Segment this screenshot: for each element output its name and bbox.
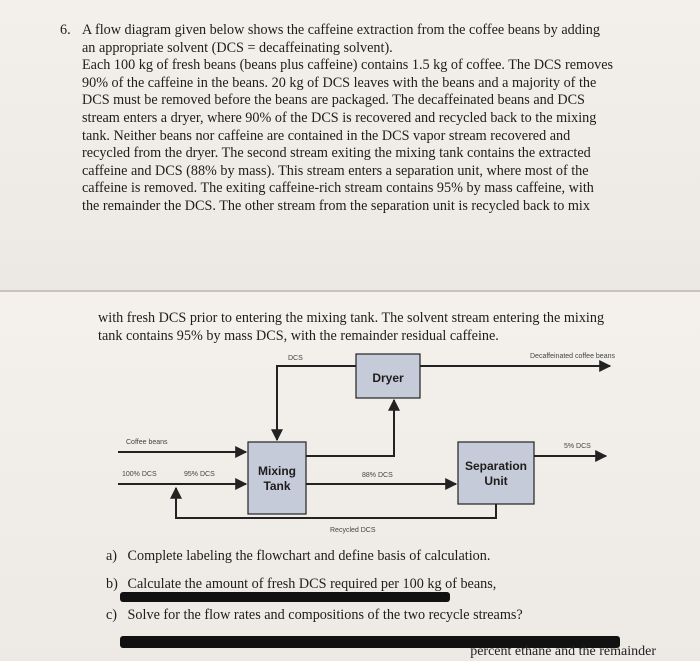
problem-line: 90% of the caffeine in the beans. 20 kg of DCS leaves with the beans and a majority of the bbox=[82, 74, 597, 91]
mixing-tank-label-2: Tank bbox=[263, 479, 291, 493]
flowchart-diagram bbox=[112, 352, 632, 537]
dcs-top-label: DCS bbox=[288, 355, 303, 362]
problem-line: stream enters a dryer, where 90% of the DCS is recovered and recycled back to the mixing bbox=[82, 109, 597, 126]
mixing-tank-label-1: Mixing bbox=[258, 464, 296, 478]
problem-line: caffeine is removed. The exiting caffeine-rich stream contains 95% by mass caffeine, with bbox=[82, 180, 594, 197]
question-text: Calculate the amount of fresh DCS required per 100 kg of beans, bbox=[127, 575, 497, 592]
separation-label-2: Unit bbox=[484, 474, 508, 488]
cut-off-text: percent ethane and the remainder bbox=[470, 644, 656, 659]
redaction-bar bbox=[120, 592, 450, 602]
problem-line: tank. Neither beans nor caffeine are contained in the DCS vapor stream recovered and bbox=[82, 127, 571, 144]
page-top bbox=[0, 0, 700, 290]
problem-line: with fresh DCS prior to entering the mixing tank. The solvent stream entering the mixing bbox=[98, 310, 605, 326]
problem-line: the remainder the DCS. The other stream from the separation unit is recycled back to mix bbox=[82, 197, 590, 214]
mid-stream-label: 88% DCS bbox=[362, 472, 393, 479]
question-text: Solve for the flow rates and compositions of the two recycle streams? bbox=[127, 607, 523, 624]
question-c bbox=[106, 607, 666, 625]
question-label: b) bbox=[106, 575, 118, 592]
solvent-in-label: 95% DCS bbox=[184, 471, 215, 478]
mixing-tank-box bbox=[248, 442, 306, 514]
fresh-dcs-label: 100% DCS bbox=[122, 471, 157, 478]
question-b bbox=[106, 576, 666, 594]
decaf-beans-label: Decaffeinated coffee beans bbox=[530, 353, 615, 360]
recycled-dcs-label: Recycled DCS bbox=[330, 527, 376, 534]
problem-continued bbox=[98, 310, 658, 345]
problem-statement bbox=[60, 22, 650, 216]
dcs-recycle-stream bbox=[277, 366, 356, 440]
question-a bbox=[106, 548, 666, 566]
page-bottom bbox=[0, 290, 700, 661]
problem-line: DCS must be removed before the beans are packaged. The decaffeinated beans and DCS bbox=[82, 92, 585, 109]
problem-line: caffeine and DCS (88% by mass). This stream enters a separation unit, where most of the bbox=[82, 162, 589, 179]
coffee-beans-label: Coffee beans bbox=[126, 439, 168, 446]
problem-number: 6. bbox=[60, 22, 71, 38]
question-text: Complete labeling the flowchart and define basis of calculation. bbox=[127, 548, 491, 564]
problem-line: Each 100 kg of fresh beans (beans plus caffeine) contains 1.5 kg of coffee. The DCS removes bbox=[82, 57, 614, 74]
separation-unit-box bbox=[458, 442, 534, 504]
problem-line: an appropriate solvent (DCS = decaffeinating solvent). bbox=[82, 39, 393, 56]
question-label: a) bbox=[106, 548, 118, 564]
problem-line: tank contains 95% by mass DCS, with the remainder residual caffeine. bbox=[98, 327, 499, 344]
caffeine-out-label: 5% DCS bbox=[564, 443, 591, 450]
question-list bbox=[106, 548, 666, 635]
problem-line: recycled from the dryer. The second stream exiting the mixing tank contains the extracted bbox=[82, 145, 591, 162]
problem-line: A flow diagram given below shows the caffeine extraction from the coffee beans by adding bbox=[82, 22, 600, 38]
beans-to-dryer-stream bbox=[306, 400, 394, 456]
question-label: c) bbox=[106, 607, 118, 624]
recycled-dcs-stream bbox=[176, 488, 496, 518]
dryer-label: Dryer bbox=[372, 371, 404, 385]
separation-label-1: Separation bbox=[464, 459, 528, 473]
